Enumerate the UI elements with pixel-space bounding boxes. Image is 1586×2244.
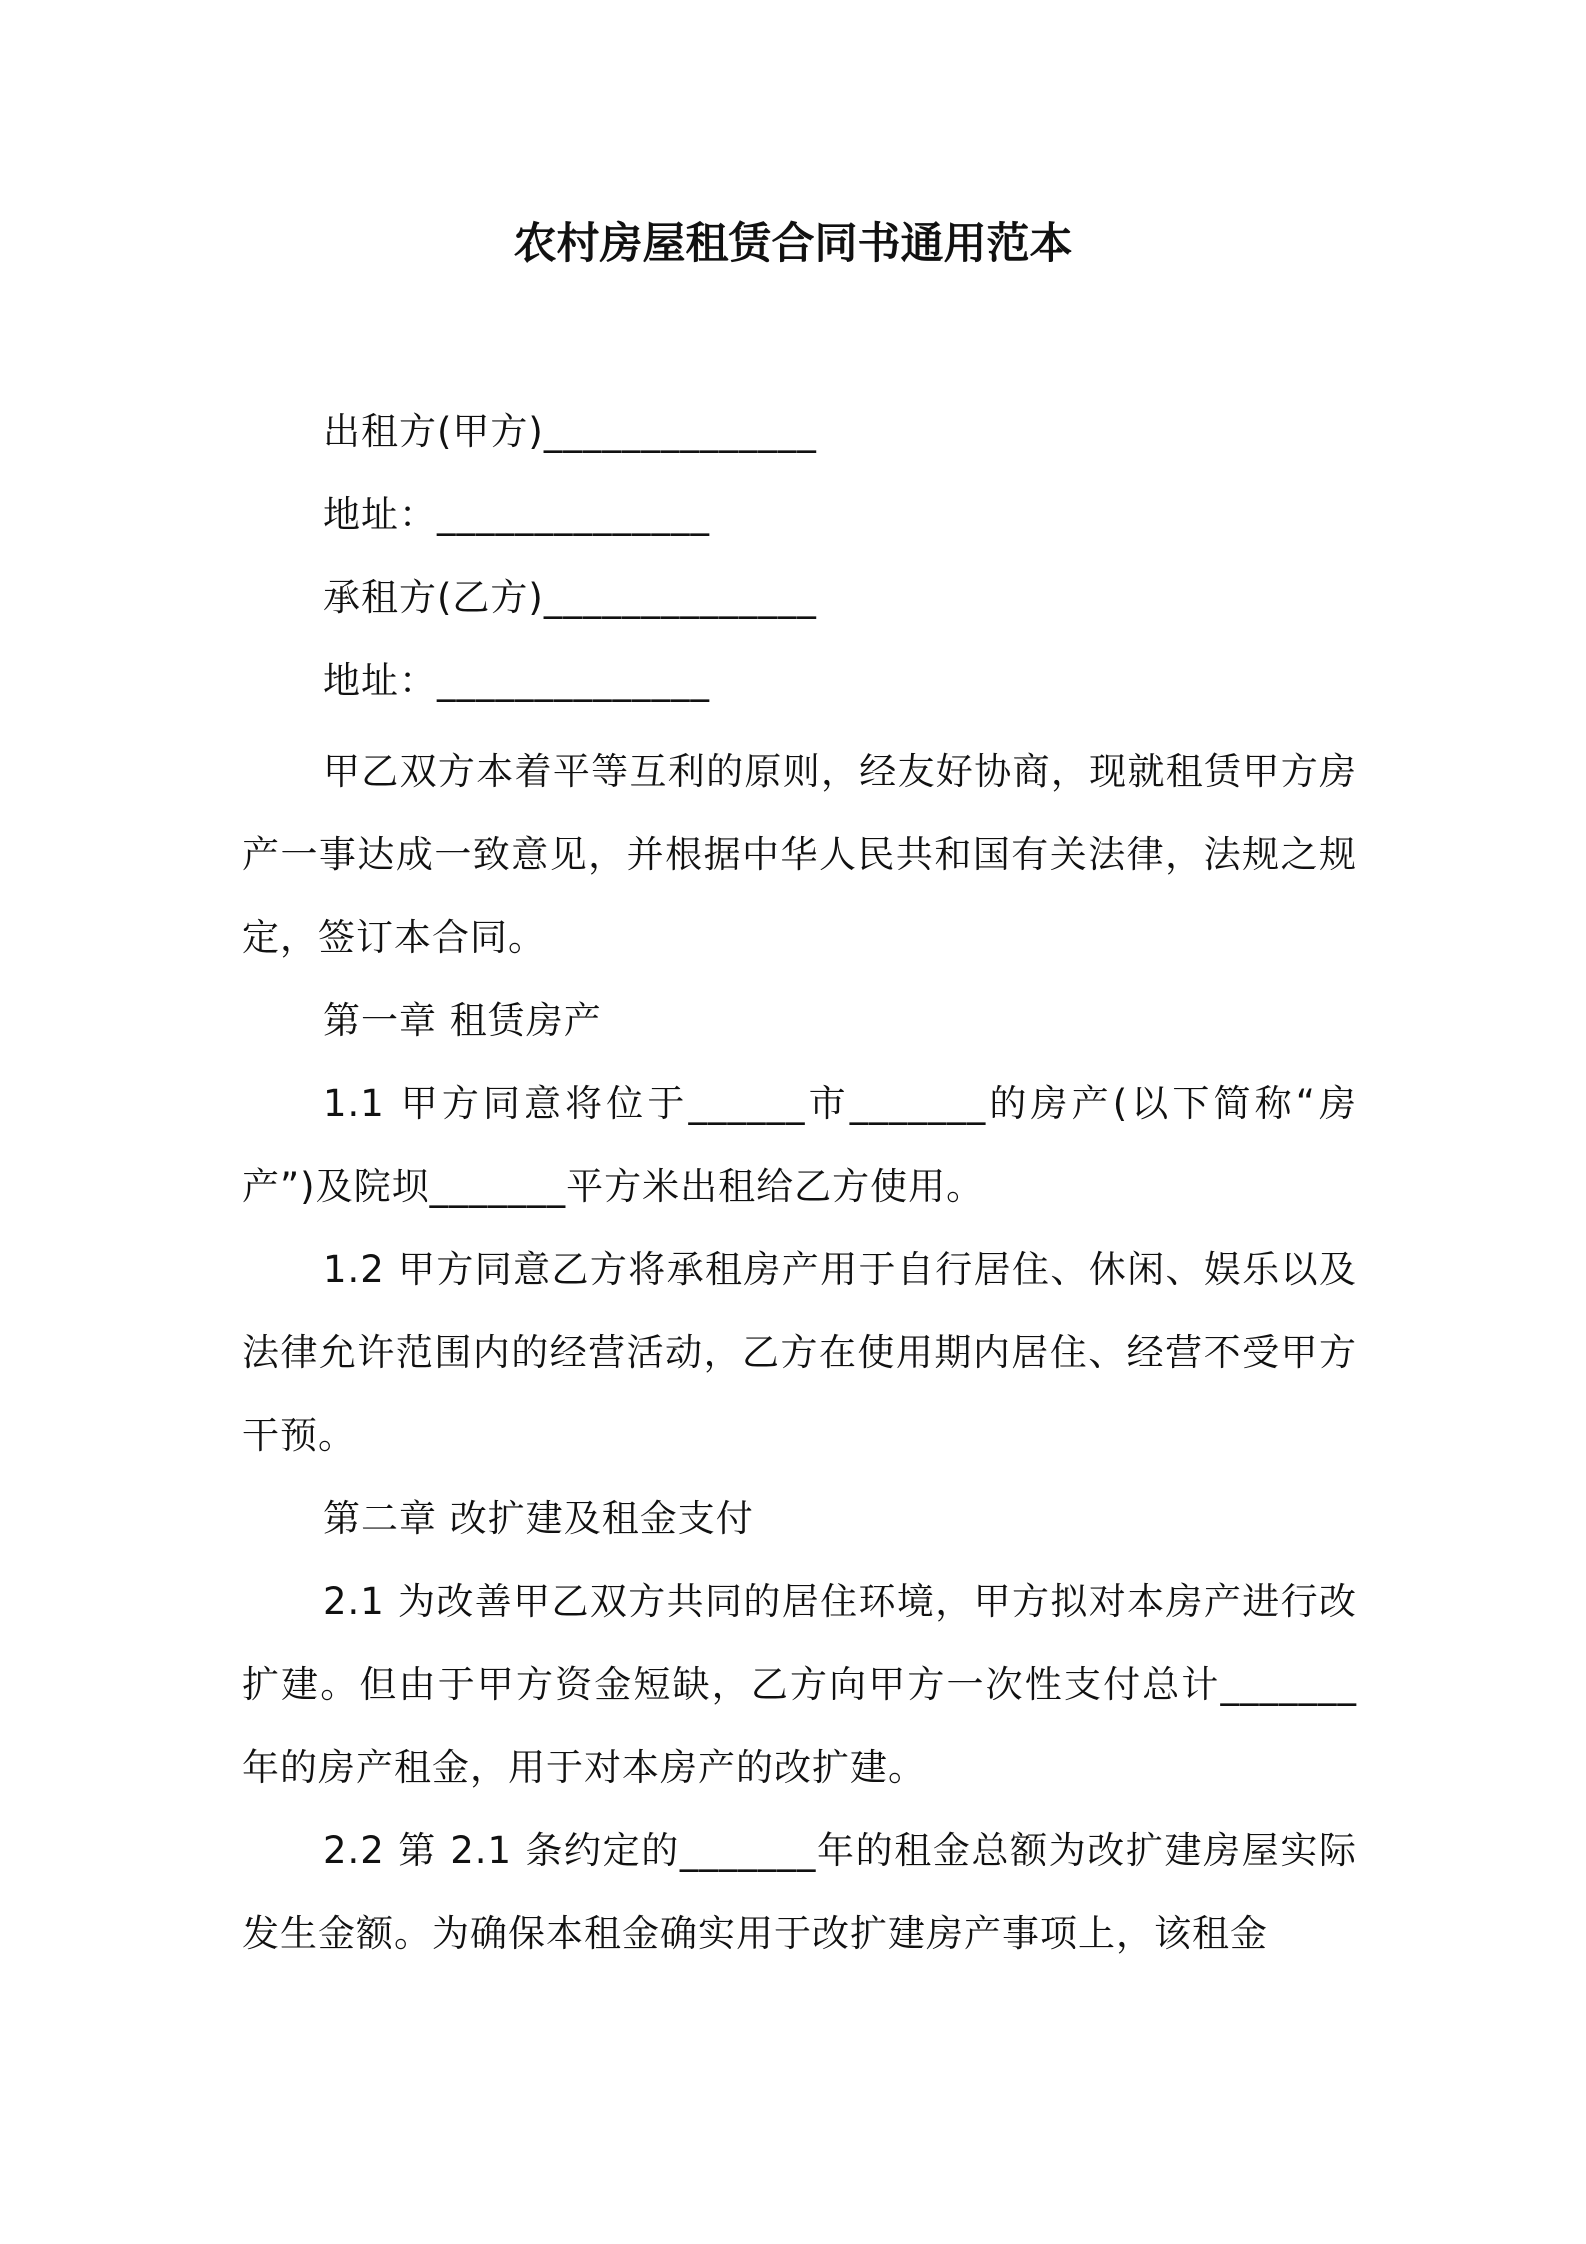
lessee-address-line: 地址：______________ [323,659,710,702]
lessor-address-line: 地址：______________ [323,493,710,536]
lessor-line: 出租方(甲方)______________ [323,410,817,453]
chapter-2-heading: 第二章 改扩建及租金支付 [323,1497,754,1540]
document-title: 农村房屋租赁合同书通用范本 [513,219,1073,269]
intro-paragraph: 甲乙双方本着平等互利的原则，经友好协商，现就租赁甲方房产一事达成一致意见，并根据中华人民共和国有关法律，法规之规定，签订本合同。 [242,750,1357,959]
clause-2-1: 2.1 为改善甲乙双方共同的居住环境，甲方拟对本房产进行改扩建。但由于甲方资金短缺，乙方向甲方一次性支付总计_______年的房产租金，用于对本房产的改扩建。 [242,1580,1357,1789]
contract-body [242,730,1357,1975]
chapter-1-heading: 第一章 租赁房产 [323,999,602,1042]
clause-2-2: 2.2 第 2.1 条约定的_______年的租金总额为改扩建房屋实际发生金额。为确保本租金确实用于改扩建房产事项上，该租金 [242,1829,1357,1955]
clause-1-2: 1.2 甲方同意乙方将承租房产用于自行居住、休闲、娱乐以及法律允许范围内的经营活动，乙方在使用期内居住、经营不受甲方干预。 [242,1248,1357,1457]
clause-1-1: 1.1 甲方同意将位于______市_______的房产(以下简称“房产”)及院坝_______平方米出租给乙方使用。 [242,1082,1357,1208]
lessee-line: 承租方(乙方)______________ [323,576,817,619]
